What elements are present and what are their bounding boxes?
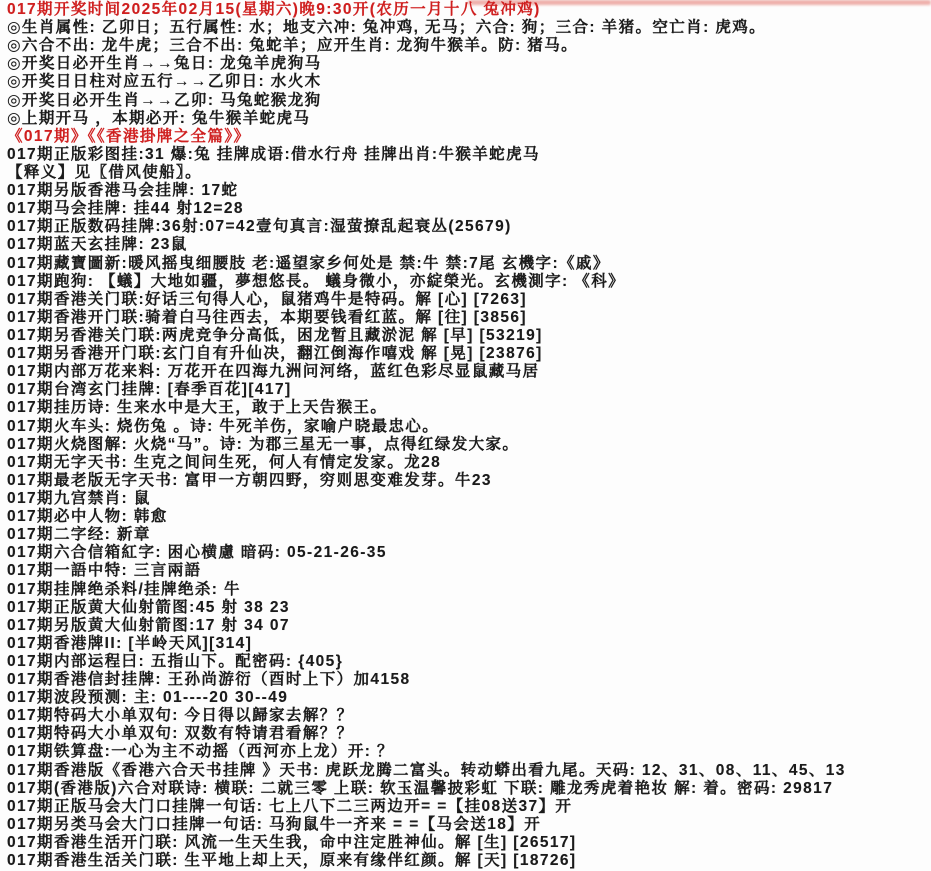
- text-line-8: 《017期》《《香港掛牌之全篇》》: [7, 127, 251, 145]
- text-line-43: 017期香港版《香港六合天书挂牌 》天书: 虎跃龙腾二富头。转动蟒出看九尾。天码: 12、31、08、11、45、13: [7, 761, 846, 779]
- text-line-12: 017期马会挂牌: 挂44 射12=28: [7, 200, 244, 218]
- text-line-16: 017期跑狗: 【蟻】大地如疆，夢想悠長。 蟻身微小，亦綻榮光。玄機測字: 《科》: [7, 272, 626, 290]
- text-line-28: 017期九宫禁肖: 鼠: [7, 489, 151, 507]
- text-line-42: 017期铁算盘:一心为主不动摇（西河亦上龙）开: ？: [7, 743, 394, 761]
- text-line-46: 017期另类马会大门口挂牌一句话: 马狗鼠牛一齐来 = =【马会送18】开: [7, 815, 542, 833]
- text-line-35: 017期另版黄大仙射箭图:17 射 34 07: [7, 616, 290, 634]
- text-line-24: 017期火车头: 烧伤兔 。诗: 牛死羊伤，家喻户晓最忠心。: [7, 417, 440, 435]
- text-line-47: 017期香港生活开门联: 风流一生天生我，命中注定胜神仙。解 [生] [26517]: [7, 834, 577, 852]
- text-line-27: 017期最老版无字天书: 富甲一方朝四野，穷则思变难发芽。牛23: [7, 471, 492, 489]
- text-line-36: 017期香港牌II: [半岭天风][314]: [7, 634, 253, 652]
- text-line-21: 017期内部万花来料: 万花开在四海九洲问河络，蓝红色彩尽显鼠藏马居: [7, 363, 540, 381]
- text-line-32: 017期一語中特: 三言兩語: [7, 562, 202, 580]
- text-line-20: 017期另香港开门联:玄门自有升仙决，翻江倒海作嘻戏 解 [晃] [23876]: [7, 345, 543, 363]
- text-line-3: ◎六合不出: 龙牛虎；三合不出: 兔蛇羊；应开生肖: 龙狗牛猴羊。防: 猪马。: [7, 37, 578, 55]
- text-line-15: 017期藏寶圖新:暖风摇曳细腰肢 老:遥望家乡何处是 禁:牛 禁:7尾 玄機字:《戚》: [7, 254, 610, 272]
- text-line-2: ◎生肖属性: 乙卯日；五行属性: 水；地支六冲: 兔冲鸡, 无马；六合: 狗；三合: 羊猪。空亡肖: 虎鸡。: [7, 19, 767, 37]
- text-line-38: 017期香港信封挂牌: 王孙尚游衍（酉时上下）加4158: [7, 671, 411, 689]
- text-line-9: 017期正版彩图挂:31 爆:兔 挂牌成语:借水行舟 挂牌出肖:牛猴羊蛇虎马: [7, 145, 540, 163]
- text-line-37: 017期内部运程曰: 五指山下。配密码: {405}: [7, 652, 344, 670]
- text-line-7: ◎上期开马 ，本期必开: 兔牛猴羊蛇虎马: [7, 109, 311, 127]
- text-line-13: 017期正版数码挂牌:36射:07=42壹句真言:湿萤撩乱起衰丛(25679): [7, 218, 512, 236]
- text-line-25: 017期火烧图解: 火烧“马”。诗: 为郡三星无一事，点得红绿发大家。: [7, 435, 520, 453]
- text-line-34: 017期正版黄大仙射箭图:45 射 38 23: [7, 598, 290, 616]
- text-line-10: 【释义】见〖借风使船〗。: [7, 163, 203, 181]
- text-line-39: 017期波段预测: 主: 01----20 30--49: [7, 689, 289, 707]
- text-line-41: 017期特码大小单双句: 双数有特请君看解？？: [7, 725, 354, 743]
- text-line-1: 017期开奖时间2025年02月15(星期六)晚9:30开(农历一月十八 兔冲鸡): [7, 1, 541, 18]
- text-line-26: 017期无字天书: 生克之间问生死，何人有情定发家。龙28: [7, 453, 442, 471]
- text-line-33: 017期挂牌绝杀料/挂牌绝杀: 牛: [7, 580, 241, 598]
- text-line-11: 017期另版香港马会挂牌: 17蛇: [7, 182, 239, 200]
- text-line-17: 017期香港关门联:好话三句得人心，鼠猪鸡牛是特码。解 [心] [7263]: [7, 290, 527, 308]
- text-line-18: 017期香港开门联:骑着白马往西去，本期要钱看红蓝。解 [往] [3856]: [7, 308, 527, 326]
- text-line-14: 017期蓝天玄挂牌: 23鼠: [7, 236, 188, 254]
- text-line-4: ◎开奖日必开生肖→→兔日: 龙兔羊虎狗马: [7, 55, 322, 73]
- text-line-6: ◎开奖日必开生肖→→乙卯: 马兔蛇猴龙狗: [7, 91, 322, 109]
- text-line-22: 017期台湾玄门挂牌: [春季百花][417]: [7, 381, 292, 399]
- text-line-19: 017期另香港关门联:两虎竞争分高低，困龙暂且藏淤泥 解 [早] [53219]: [7, 326, 543, 344]
- text-line-45: 017期正版马会大门口挂牌一句话: 七上八下二三两边开= =【挂08送37】开: [7, 797, 573, 815]
- content-lines: [7, 1, 931, 870]
- text-line-40: 017期特码大小单双句: 今日得以歸家去解？？: [7, 707, 354, 725]
- text-line-48: 017期香港生活关门联: 生平地上却上天，原来有缘伴红颜。解 [天] [18726]: [7, 852, 577, 870]
- text-line-31: 017期六合信箱紅字: 困心横慮 暗码: 05-21-26-35: [7, 544, 387, 562]
- text-line-5: ◎开奖日日柱对应五行→→乙卯日: 水火木: [7, 73, 322, 91]
- text-line-23: 017期挂历诗: 生来水中是大王，敢于上天告猴王。: [7, 399, 388, 417]
- text-line-30: 017期二字经: 新章: [7, 526, 151, 544]
- text-line-29: 017期必中人物: 韩愈: [7, 508, 168, 526]
- text-line-44: 017期(香港版)六合对联诗: 横联: 二就三零 上联: 软玉温馨披彩虹 下联: 雕龙秀虎着艳妆 解: 着。密码: 29817: [7, 779, 834, 797]
